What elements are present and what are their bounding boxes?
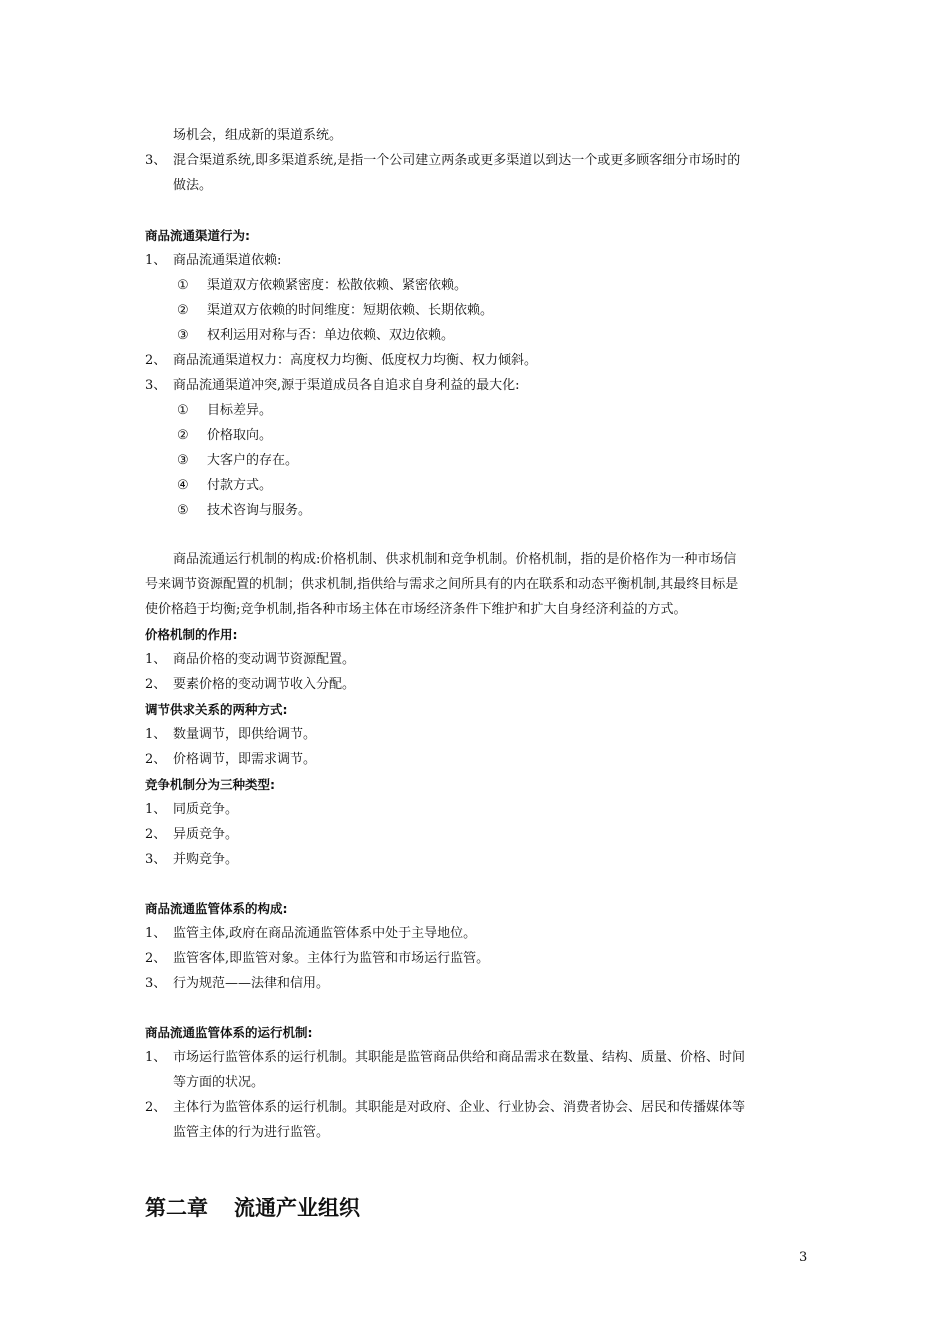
list-number: 1、 <box>145 802 167 817</box>
list-item-text: 监管主体,政府在商品流通监管体系中处于主导地位。 <box>173 926 477 941</box>
sub-list-text: 大客户的存在。 <box>207 453 299 468</box>
section-heading: 价格机制的作用: <box>145 627 238 642</box>
list-item-text-continuation: 监管主体的行为进行监管。 <box>173 1125 330 1140</box>
paragraph-continuation: 场机会，组成新的渠道系统。 <box>173 128 343 143</box>
section-heading: 竞争机制分为三种类型: <box>145 777 275 792</box>
list-item-text-continuation: 做法。 <box>173 178 213 193</box>
list-number: 2、 <box>145 951 167 966</box>
list-item-text: 主体行为监管体系的运行机制。其职能是对政府、企业、行业协会、消费者协会、居民和传播媒体等 <box>173 1100 746 1115</box>
section-heading: 商品流通渠道行为: <box>145 228 250 243</box>
section-heading: 商品流通监管体系的运行机制: <box>145 1025 313 1040</box>
list-number: 2、 <box>145 752 167 767</box>
list-item-text: 异质竞争。 <box>173 827 239 842</box>
list-number: 1、 <box>145 926 167 941</box>
list-number: 2、 <box>145 353 167 368</box>
sub-list-marker: ④ <box>177 478 189 493</box>
sub-list-text: 权利运用对称与否：单边依赖、双边依赖。 <box>207 328 455 343</box>
sub-list-text: 价格取向。 <box>207 428 273 443</box>
list-item-text: 价格调节，即需求调节。 <box>173 752 317 767</box>
list-item-text: 并购竞争。 <box>173 852 239 867</box>
list-item-text: 监管客体,即监管对象。主体行为监管和市场运行监管。 <box>173 951 490 966</box>
sub-list-text: 目标差异。 <box>207 403 273 418</box>
section-heading: 调节供求关系的两种方式: <box>145 702 288 717</box>
list-number: 2、 <box>145 827 167 842</box>
sub-list-marker: ⑤ <box>177 503 189 518</box>
list-item-text: 商品流通渠道依赖: <box>173 253 282 268</box>
list-number: 1、 <box>145 652 167 667</box>
sub-list-text: 渠道双方依赖紧密度：松散依赖、紧密依赖。 <box>207 278 468 293</box>
sub-list-marker: ③ <box>177 328 189 343</box>
body-paragraph-line: 商品流通运行机制的构成:价格机制、供求机制和竞争机制。价格机制，指的是价格作为一种市场信 <box>173 552 737 567</box>
sub-list-text: 付款方式。 <box>207 478 273 493</box>
list-number: 1、 <box>145 1050 167 1065</box>
list-number: 3、 <box>145 153 167 168</box>
list-number: 3、 <box>145 852 167 867</box>
list-number: 2、 <box>145 677 167 692</box>
sub-list-marker: ② <box>177 428 189 443</box>
sub-list-marker: ① <box>177 278 189 293</box>
list-number: 3、 <box>145 976 167 991</box>
list-item-text: 市场运行监管体系的运行机制。其职能是监管商品供给和商品需求在数量、结构、质量、价格、时间 <box>173 1050 746 1065</box>
chapter-number: 第二章 <box>145 1196 208 1220</box>
list-number: 2、 <box>145 1100 167 1115</box>
list-item-text: 商品流通渠道权力：高度权力均衡、低度权力均衡、权力倾斜。 <box>173 353 538 368</box>
sub-list-marker: ② <box>177 303 189 318</box>
list-item-text: 同质竞争。 <box>173 802 239 817</box>
list-item-text: 要素价格的变动调节收入分配。 <box>173 677 356 692</box>
list-item-text: 商品流通渠道冲突,源于渠道成员各自追求自身利益的最大化: <box>173 378 520 393</box>
list-number: 3、 <box>145 378 167 393</box>
list-item-text: 行为规范——法律和信用。 <box>173 976 330 991</box>
list-number: 1、 <box>145 253 167 268</box>
chapter-title: 流通产业组织 <box>234 1196 360 1220</box>
list-item-text-continuation: 等方面的状况。 <box>173 1075 265 1090</box>
list-number: 1、 <box>145 727 167 742</box>
sub-list-marker: ① <box>177 403 189 418</box>
sub-list-marker: ③ <box>177 453 189 468</box>
list-item-text: 商品价格的变动调节资源配置。 <box>173 652 356 667</box>
sub-list-text: 渠道双方依赖的时间维度：短期依赖、长期依赖。 <box>207 303 494 318</box>
body-paragraph-line: 使价格趋于均衡;竞争机制,指各种市场主体在市场经济条件下维护和扩大自身经济利益的方式。 <box>145 602 687 617</box>
section-heading: 商品流通监管体系的构成: <box>145 901 288 916</box>
list-item-text: 混合渠道系统,即多渠道系统,是指一个公司建立两条或更多渠道以到达一个或更多顾客细分市场时的 <box>173 153 741 168</box>
sub-list-text: 技术咨询与服务。 <box>207 503 312 518</box>
body-paragraph-line: 号来调节资源配置的机制；供求机制,指供给与需求之间所具有的内在联系和动态平衡机制,其最终目标是 <box>145 577 739 592</box>
list-item-text: 数量调节，即供给调节。 <box>173 727 317 742</box>
page-number: 3 <box>799 1250 808 1265</box>
